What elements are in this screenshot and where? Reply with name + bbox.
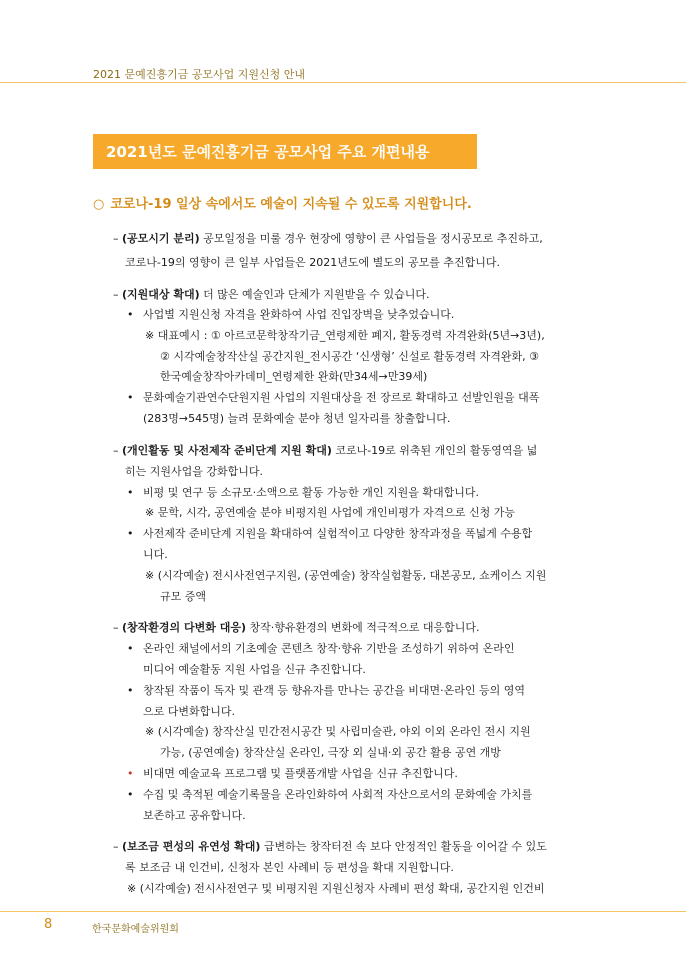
bullet-icon: • — [127, 391, 134, 404]
item-1-line-1 — [113, 228, 543, 249]
running-header: 2021 문예진흥기금 공모사업 지원신청 안내 — [93, 68, 305, 81]
bullet-icon: • — [127, 788, 134, 801]
dash-marker: – — [113, 232, 119, 245]
bullet-icon: • — [127, 527, 134, 540]
item-2-lead: (지원대상 확대) — [122, 288, 200, 301]
item-4-bullet-3 — [127, 763, 458, 784]
item-4-text: 창작·향유환경의 변화에 적극적으로 대응합니다. — [245, 621, 480, 634]
bullet-text: 사업별 지원신청 자격을 완화하여 사업 진입장벽을 낮추었습니다. — [143, 308, 455, 321]
bullet-text: 온라인 채널에서의 기초예술 콘텐츠 창작·향유 기반을 조성하기 위하여 온라인 — [143, 642, 515, 655]
dash-marker: – — [113, 444, 119, 457]
page-title-box — [93, 134, 477, 169]
bullet-icon: • — [127, 684, 134, 697]
organization-name: 한국문화예술위원회 — [92, 924, 179, 935]
item-4-line-1 — [113, 617, 479, 638]
item-2-bullet-2 — [127, 387, 539, 408]
bullet-text: 사전제작 준비단계 지원을 확대하여 실험적이고 다양한 창작과정을 폭넓게 수용합 — [143, 527, 533, 540]
dash-marker: – — [113, 288, 119, 301]
page-title: 2021년도 문예진흥기금 공모사업 주요 개편내용 — [106, 143, 430, 161]
dash-marker: – — [113, 840, 119, 853]
item-5-lead: (보조금 편성의 유연성 확대) — [122, 840, 261, 853]
item-4-bullet-2 — [127, 680, 525, 701]
bullet-text-cont: 보존하고 공유합니다. — [143, 809, 246, 822]
header-divider — [0, 82, 686, 83]
bullet-text: 창작된 작품이 독자 및 관객 등 향유자를 만나는 공간을 비대면·온라인 등의 영역 — [143, 684, 525, 697]
item-3-line-2: 히는 지원사업을 강화합니다. — [125, 465, 264, 478]
bullet-text: 비평 및 연구 등 소규모·소액으로 활동 가능한 개인 지원을 확대합니다. — [143, 486, 479, 499]
page-number: 8 — [44, 917, 53, 932]
item-5-line-2: 록 보조금 내 인건비, 신청자 본인 사례비 등 편성을 확대 지원합니다. — [125, 861, 454, 874]
dash-marker: – — [113, 621, 119, 634]
bullet-text: 비대면 예술교육 프로그램 및 플랫폼개발 사업을 신규 추진합니다. — [143, 767, 458, 780]
note-line: ※ (시각예술) 창작산실 민간전시공간 및 사립미술관, 야외 이외 온라인 전시 지원 — [145, 725, 531, 738]
bullet-text-cont: 으로 다변화합니다. — [143, 705, 236, 718]
note-line: ※ (시각예술) 전시사전연구 및 비평지원 지원신청자 사례비 편성 확대, 공간지원 인건비 — [127, 882, 545, 895]
item-3-lead: (개인활동 및 사전제작 준비단계 지원 확대) — [122, 444, 332, 457]
note-line: ※ (시각예술) 전시사전연구지원, (공연예술) 창작실험활동, 대본공모, 쇼케이스 지원 — [145, 569, 547, 582]
item-2-line-1 — [113, 284, 430, 305]
bullet-icon: • — [127, 308, 134, 321]
item-5-text: 급변하는 창작터전 속 보다 안정적인 활동을 이어갈 수 있도 — [260, 840, 547, 853]
bullet-icon: • — [127, 767, 134, 780]
bullet-icon: • — [127, 642, 134, 655]
bullet-text: 수집 및 축적된 예술기록물을 온라인화하여 사회적 자산으로서의 문화예술 가치를 — [143, 788, 533, 801]
note-line: ※ 대표예시 : ① 아르코문학창작기금_연령제한 폐지, 활동경력 자격완화(5년→3년), — [145, 329, 545, 342]
section-heading — [93, 193, 472, 212]
item-3-bullet-2 — [127, 523, 532, 544]
bullet-text-cont: (283명→545명) 늘려 문화예술 분야 청년 일자리를 창출합니다. — [143, 412, 451, 425]
footer-divider — [0, 911, 686, 912]
item-4-bullet-1 — [127, 638, 515, 659]
note-line: 한국예술창작아카데미_연령제한 완화(만34세→만39세) — [160, 370, 428, 383]
item-2-text: 더 많은 예술인과 단체가 지원받을 수 있습니다. — [199, 288, 430, 301]
note-line: ※ 문학, 시각, 공연예술 분야 비평지원 사업에 개인비평가 자격으로 신청 가능 — [145, 506, 515, 519]
section-heading-text: 코로나-19 일상 속에서도 예술이 지속될 수 있도록 지원합니다. — [110, 197, 472, 212]
bullet-text-cont: 니다. — [143, 548, 168, 561]
item-3-line-1 — [113, 440, 537, 461]
item-1-lead: (공모시기 분리) — [122, 232, 200, 245]
item-2-bullet-1 — [127, 304, 454, 325]
bullet-text-cont: 미디어 예술활동 지원 사업을 신규 추진합니다. — [143, 663, 366, 676]
circle-bullet-icon: ○ — [93, 197, 105, 212]
note-line: 가능, (공연예술) 창작산실 온라인, 극장 외 실내·외 공간 활용 공연 개방 — [160, 746, 501, 759]
item-3-text: 코로나-19로 위축된 개인의 활동영역을 넓 — [331, 444, 538, 457]
item-1-text: 공모일정을 미룰 경우 현장에 영향이 큰 사업들을 정시공모로 추진하고, — [199, 232, 543, 245]
item-5-line-1 — [113, 836, 547, 857]
item-4-lead: (창작환경의 다변화 대응) — [122, 621, 246, 634]
item-3-bullet-1 — [127, 482, 479, 503]
note-line: 규모 증액 — [160, 590, 207, 603]
item-1-line-2: 코로나-19의 영향이 큰 일부 사업들은 2021년도에 별도의 공모를 추진합니다. — [125, 256, 500, 269]
item-4-bullet-4 — [127, 784, 532, 805]
bullet-icon: • — [127, 486, 134, 499]
bullet-text: 문화예술기관연수단원지원 사업의 지원대상을 전 장르로 확대하고 선발인원을 대폭 — [143, 391, 540, 404]
note-line: ② 시각예술창작산실 공간지원_전시공간 ‘신생형’ 신설로 활동경력 자격완화, ③ — [160, 350, 539, 363]
